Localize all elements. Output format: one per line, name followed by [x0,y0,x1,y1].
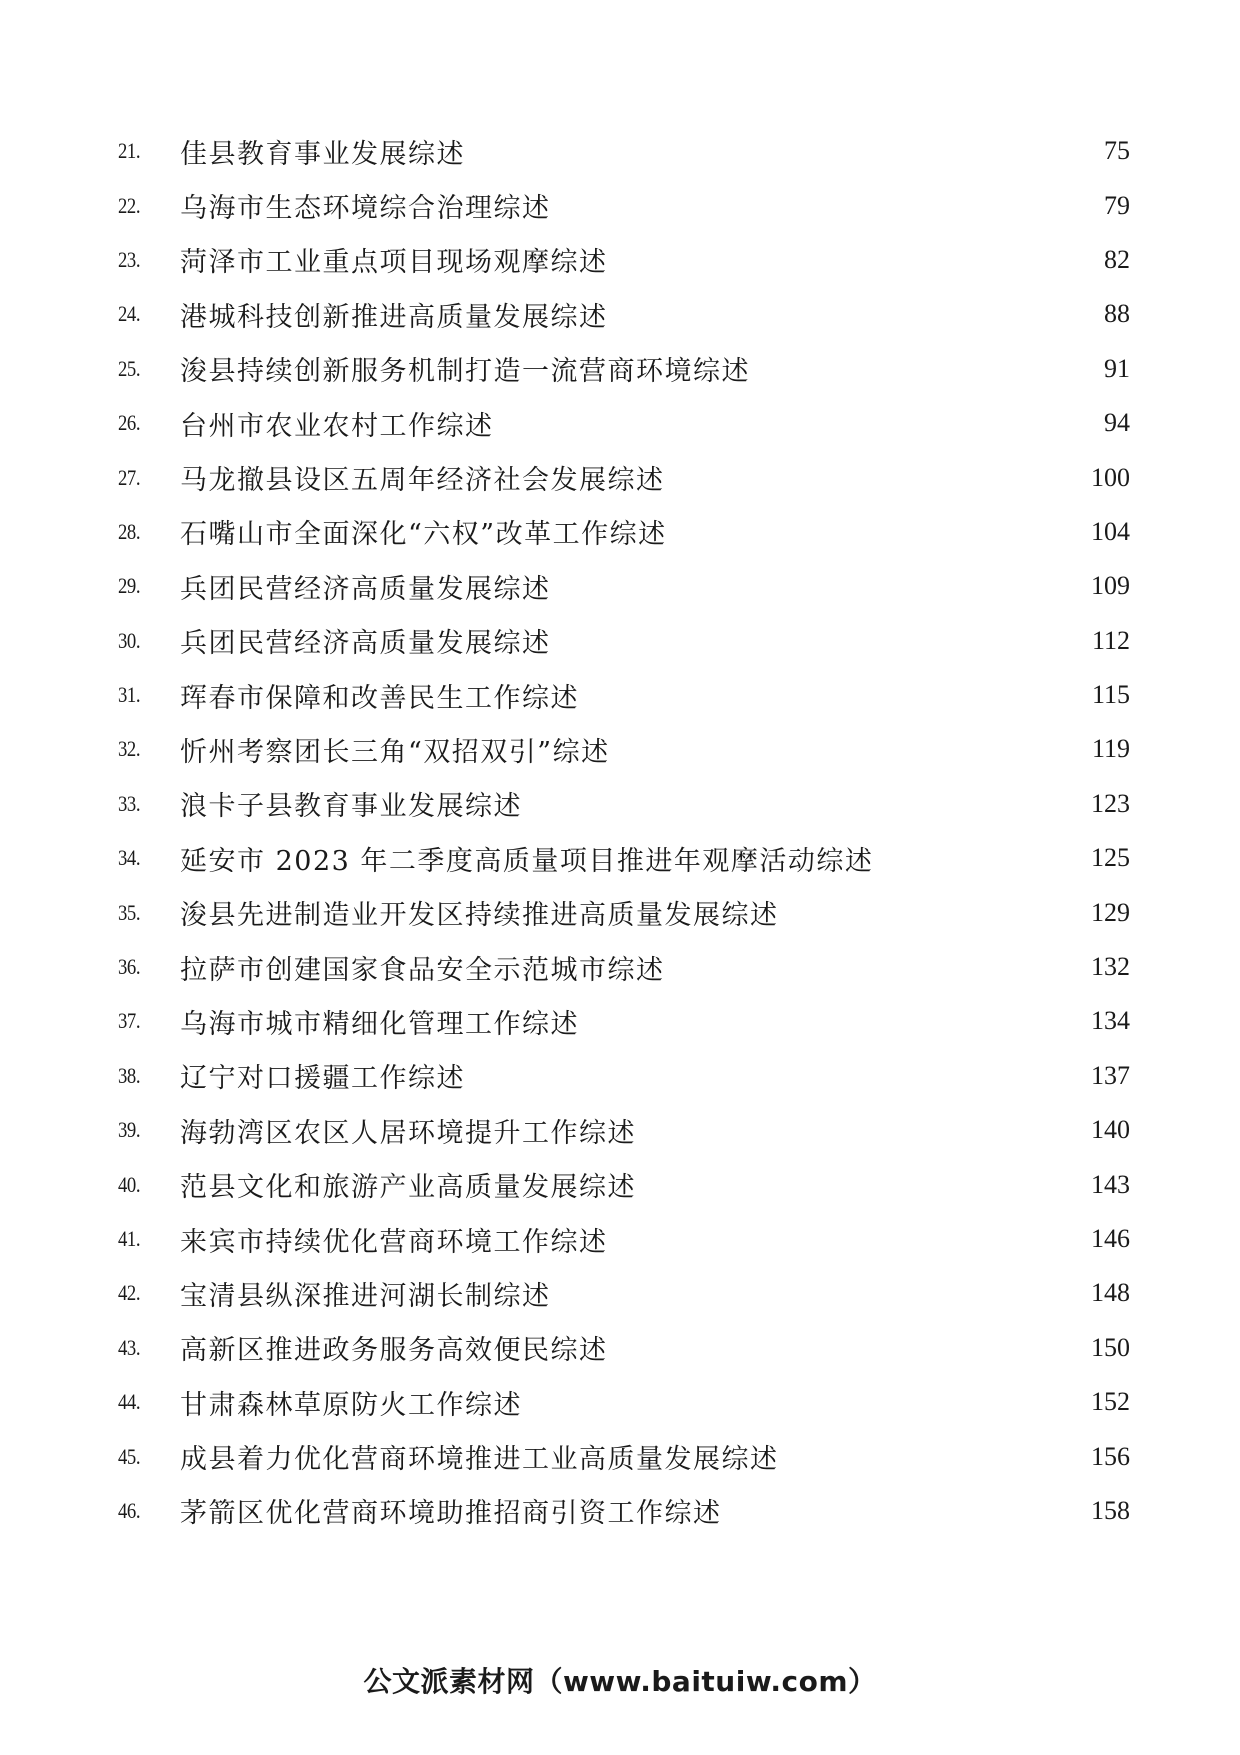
toc-entry-number: 42. [118,1280,141,1306]
toc-entry-number: 27. [118,464,141,490]
toc-entry-page: 123 [1091,788,1130,818]
toc-entry-title: 港城科技创新推进高质量发展综述 [180,301,608,333]
toc-entry-page: 109 [1091,571,1130,601]
toc-entry[interactable] [118,559,1130,613]
toc-entry-title: 高新区推进政务服务高效便民综述 [180,1335,608,1367]
toc-entry-number: 46. [118,1497,141,1523]
toc-entry[interactable] [118,940,1130,994]
toc-entry-number: 25. [118,355,141,381]
toc-entry-page: 75 [1104,136,1130,166]
toc-entry-page: 140 [1091,1115,1130,1145]
toc-entry[interactable] [118,614,1130,668]
toc-entry-title: 延安市 2023 年二季度高质量项目推进年观摩活动综述 [180,845,874,877]
toc-entry-page: 156 [1091,1441,1130,1471]
toc-entry-number: 24. [118,301,141,327]
toc-entry-page: 88 [1104,299,1130,329]
toc-entry-page: 82 [1104,244,1130,274]
toc-entry-title: 台州市农业农村工作综述 [180,410,494,442]
toc-entry[interactable] [118,287,1130,341]
toc-entry-title: 忻州考察团长三角“双招双引”综述 [180,736,610,768]
toc-entry-page: 150 [1091,1332,1130,1362]
toc-entry-number: 30. [118,627,141,653]
toc-entry[interactable] [118,178,1130,232]
toc-entry[interactable] [118,668,1130,722]
toc-entry[interactable] [118,885,1130,939]
toc-entry[interactable] [118,1375,1130,1429]
toc-entry-title: 茅箭区优化营商环境助推招商引资工作综述 [180,1498,722,1530]
toc-entry-title: 浚县先进制造业开发区持续推进高质量发展综述 [180,900,779,932]
toc-entry-title: 拉萨市创建国家食品安全示范城市综述 [180,954,665,986]
toc-entry-title: 兵团民营经济高质量发展综述 [180,573,551,605]
toc-entry-title: 成县着力优化营商环境推进工业高质量发展综述 [180,1444,779,1476]
toc-entry-page: 125 [1091,843,1130,873]
toc-entry-page: 146 [1091,1224,1130,1253]
toc-entry-page: 112 [1091,625,1130,655]
toc-entry[interactable] [118,1321,1130,1375]
toc-entry-page: 91 [1104,353,1130,383]
toc-entry-number: 40. [118,1171,141,1197]
toc-entry-page: 119 [1091,734,1130,764]
toc-entry[interactable] [118,233,1130,287]
toc-entry-number: 28. [118,518,141,544]
toc-entry[interactable] [118,777,1130,831]
toc-entry-number: 31. [118,682,141,708]
toc-entry[interactable] [118,342,1130,396]
toc-entry-title: 兵团民营经济高质量发展综述 [180,628,551,660]
toc-entry[interactable] [118,1266,1130,1320]
toc-entry-title: 来宾市持续优化营商环境工作综述 [180,1226,608,1258]
toc-entry-number: 34. [118,845,141,871]
toc-entry-title: 佳县教育事业发展综述 [180,138,465,170]
toc-entry-page: 143 [1091,1169,1130,1199]
toc-entry[interactable] [118,1212,1130,1266]
toc-entry-page: 137 [1091,1060,1130,1090]
toc-entry[interactable] [118,1103,1130,1157]
toc-entry-number: 43. [118,1334,141,1360]
toc-entry-number: 38. [118,1062,141,1088]
toc-entry-title: 浚县持续创新服务机制打造一流营商环境综述 [180,356,750,388]
footer-watermark: 公文派素材网（www.baituiw.com） [363,1665,877,1698]
toc-entry[interactable] [118,1484,1130,1538]
toc-entry-number: 32. [118,736,141,762]
toc-entry-title: 辽宁对口援疆工作综述 [180,1063,465,1095]
toc-entry-title: 珲春市保障和改善民生工作综述 [180,682,579,714]
toc-entry-page: 129 [1091,897,1130,927]
toc-entry[interactable] [118,505,1130,559]
toc-entry[interactable] [118,396,1130,450]
toc-entry-number: 41. [118,1226,141,1251]
toc-entry[interactable] [118,1157,1130,1211]
toc-entry[interactable] [118,831,1130,885]
toc-entry-number: 33. [118,790,141,816]
toc-entry-title: 甘肃森林草原防火工作综述 [180,1389,522,1421]
toc-entry-title: 范县文化和旅游产业高质量发展综述 [180,1172,636,1204]
toc-entry-number: 36. [118,954,141,980]
toc-entry-number: 35. [118,899,141,925]
toc-entry[interactable] [118,1049,1130,1103]
toc-entry[interactable] [118,994,1130,1048]
toc-entry-title: 乌海市生态环境综合治理综述 [180,193,551,225]
table-of-contents [118,124,1130,1538]
toc-entry-page: 100 [1091,462,1130,492]
toc-entry-number: 44. [118,1389,141,1415]
toc-entry-page: 148 [1091,1278,1130,1308]
toc-entry-page: 94 [1104,408,1130,438]
toc-entry-page: 115 [1091,680,1130,710]
toc-entry-title: 马龙撤县设区五周年经济社会发展综述 [180,465,665,497]
toc-entry-page: 158 [1091,1495,1130,1525]
toc-entry-number: 23. [118,246,141,272]
toc-entry[interactable] [118,124,1130,178]
toc-entry-page: 79 [1104,190,1130,220]
toc-entry-title: 石嘴山市全面深化“六权”改革工作综述 [180,519,667,551]
toc-entry-title: 菏泽市工业重点项目现场观摩综述 [180,247,608,279]
toc-entry-title: 宝清县纵深推进河湖长制综述 [180,1280,551,1312]
toc-entry-number: 45. [118,1443,141,1469]
toc-entry-number: 26. [118,410,141,436]
toc-entry-title: 海勃湾区农区人居环境提升工作综述 [180,1117,636,1149]
toc-entry[interactable] [118,1429,1130,1483]
toc-entry[interactable] [118,722,1130,776]
toc-entry-page: 104 [1091,516,1130,546]
toc-entry-page: 132 [1091,952,1130,982]
toc-entry-number: 39. [118,1117,141,1143]
toc-entry-title: 浪卡子县教育事业发展综述 [180,791,522,823]
toc-entry-number: 21. [118,138,141,164]
toc-entry-number: 22. [118,192,141,218]
toc-entry-page: 134 [1091,1006,1130,1036]
toc-entry-page: 152 [1091,1387,1130,1417]
toc-entry-number: 29. [118,573,141,599]
toc-entry[interactable] [118,450,1130,504]
toc-entry-number: 37. [118,1008,141,1034]
toc-entry-title: 乌海市城市精细化管理工作综述 [180,1008,579,1040]
